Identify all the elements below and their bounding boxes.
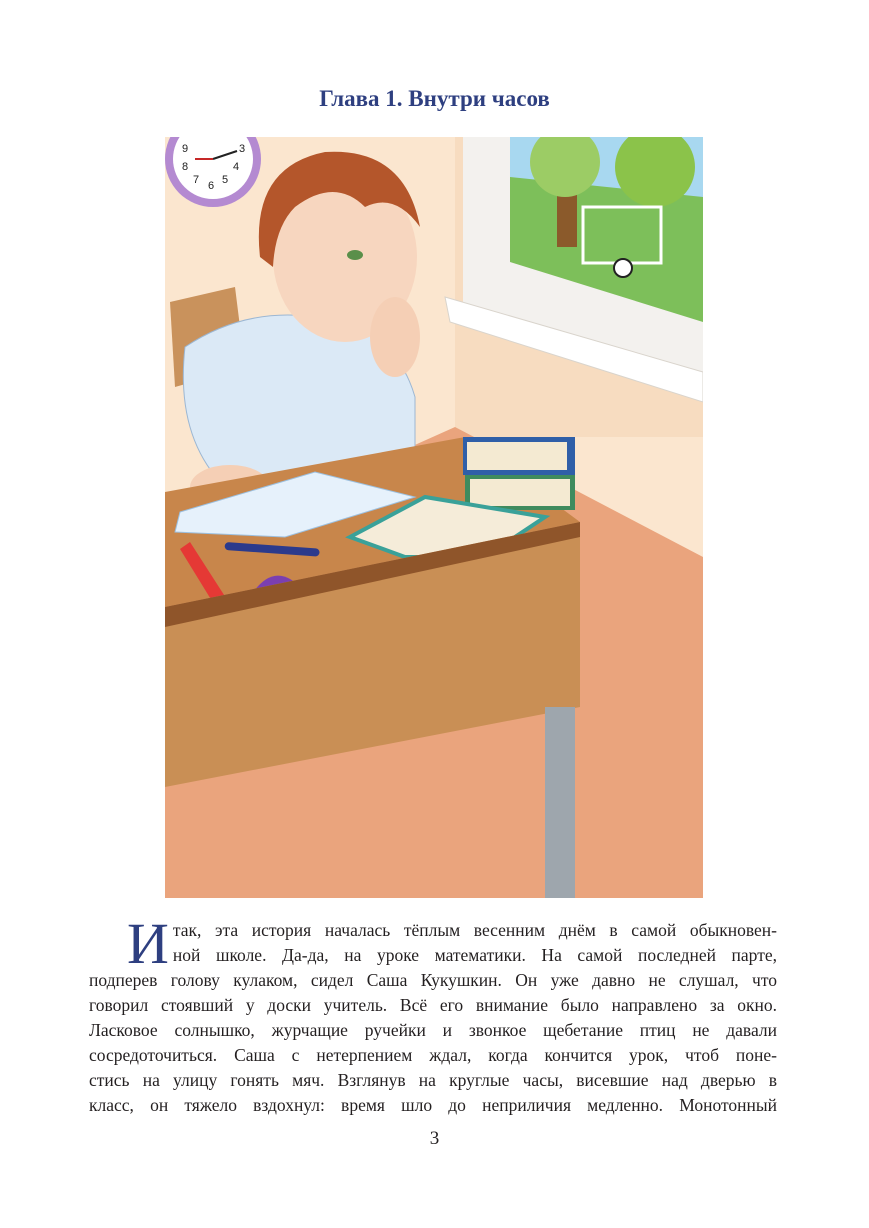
- svg-text:5: 5: [222, 174, 229, 186]
- text-line: говорил стоявший у доски учитель. Всё его внимание было направлено за окно.: [89, 995, 777, 1015]
- text-line: так, эта история началась тёплым весенним днём в самой обыкновен-: [172, 920, 777, 940]
- svg-text:3: 3: [239, 143, 246, 155]
- chapter-title: Глава 1. Внутри часов: [319, 86, 550, 111]
- svg-text:7: 7: [193, 174, 200, 186]
- text-line: ной школе. Да-да, на уроке математики. На самой последней парте,: [172, 945, 777, 965]
- chapter-illustration: [165, 137, 703, 898]
- paragraph: [89, 911, 777, 1118]
- svg-text:6: 6: [208, 180, 215, 192]
- football-icon: [614, 259, 632, 277]
- page-number: 3: [429, 1128, 440, 1149]
- body-text: [89, 911, 777, 1118]
- text-line: Ласковое солнышко, журчащие ручейки и звонкое щебетание птиц не давали: [89, 1020, 777, 1040]
- svg-text:8: 8: [182, 161, 189, 173]
- text-line: класс, он тяжело вздохнул: время шло до неприличия медленно. Монотонный: [89, 1095, 777, 1115]
- dropcap: И: [127, 911, 169, 976]
- svg-text:9: 9: [182, 143, 189, 155]
- text-line: сосредоточиться. Саша с нетерпением ждал, когда кончится урок, чтоб поне-: [89, 1045, 777, 1065]
- svg-text:4: 4: [233, 161, 240, 173]
- text-line: подперев голову кулаком, сидел Саша Кукушкин. Он уже давно не слушал, что: [89, 970, 777, 990]
- text-line: стись на улицу гонять мяч. Взглянув на круглые часы, висевшие над дверью в: [89, 1070, 777, 1090]
